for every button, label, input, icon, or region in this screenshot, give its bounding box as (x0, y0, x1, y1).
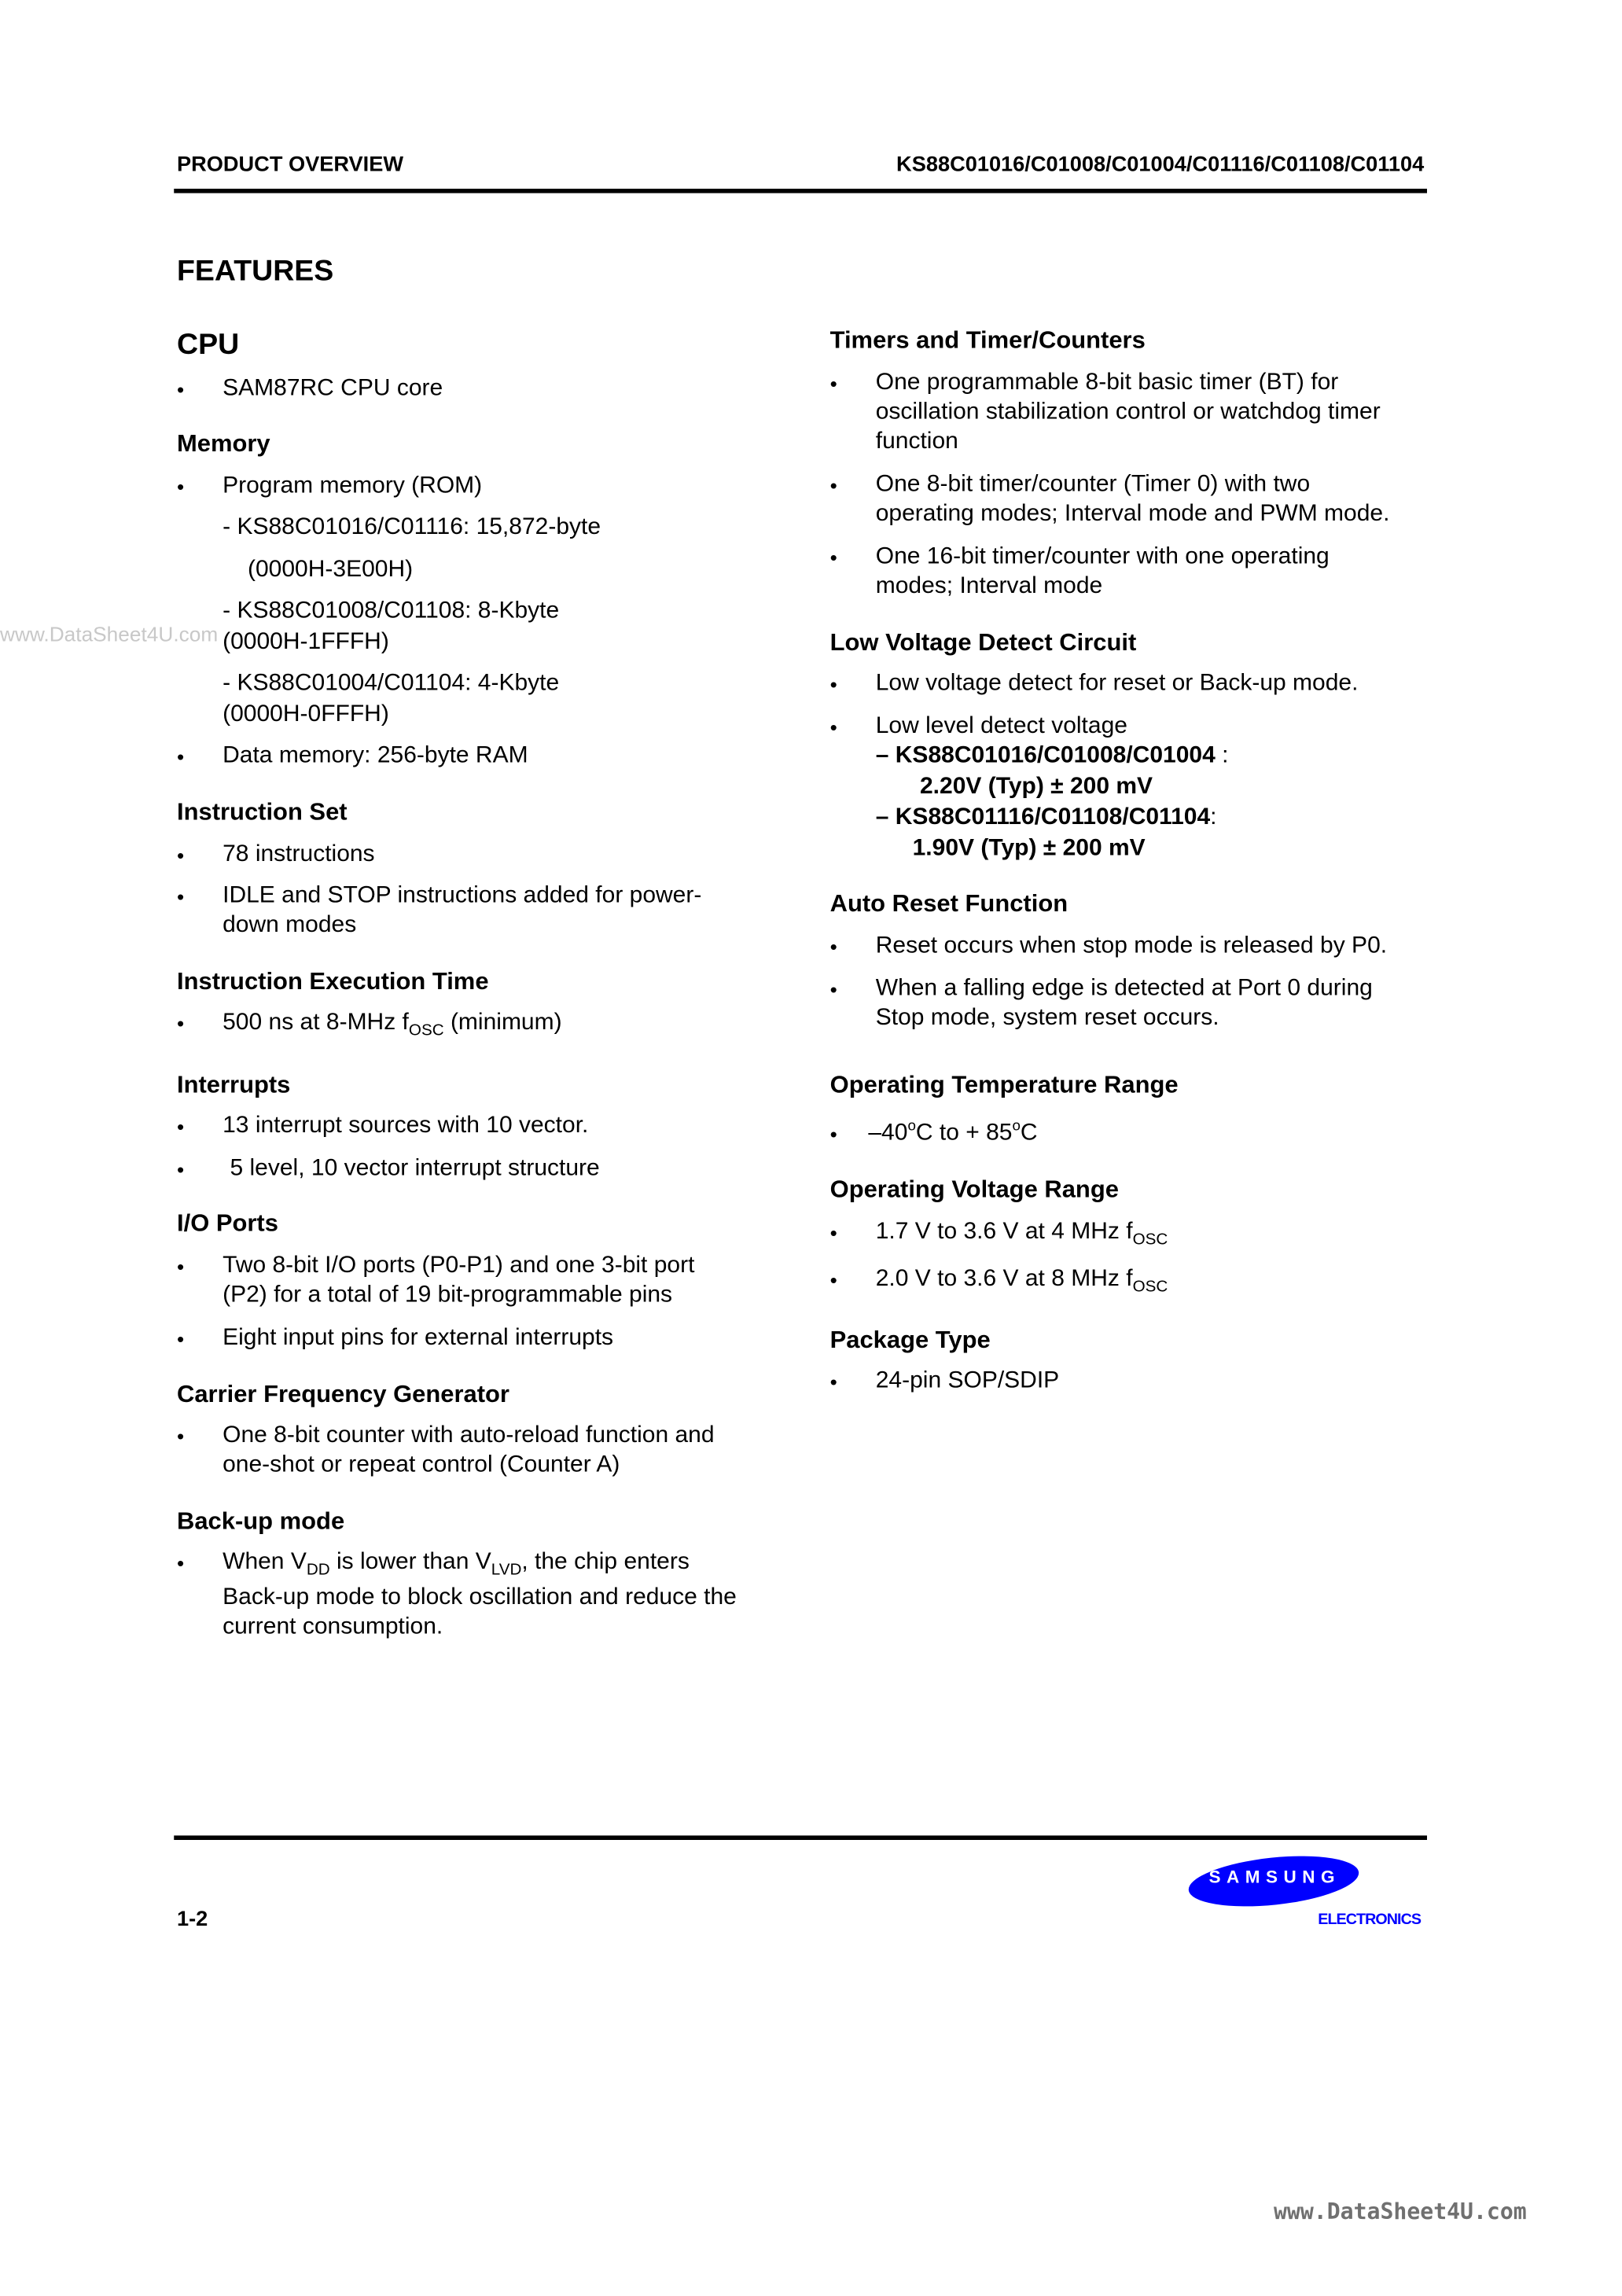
samsung-logo (1188, 1855, 1359, 1908)
bullet: • (829, 1268, 837, 1292)
footer-rule (174, 1835, 1427, 1840)
heading-timers: Timers and Timer/Counters (829, 327, 1146, 354)
text: 1.7 V to 3.6 V at 4 MHz f (875, 1219, 1133, 1245)
heading-package: Package Type (829, 1326, 991, 1354)
header-section: PRODUCT OVERVIEW (177, 153, 404, 177)
page-number: 1-2 (177, 1908, 208, 1932)
bullet: • (177, 1551, 185, 1575)
list-item: 5 level, 10 vector interrupt structure (230, 1156, 600, 1181)
bullet: • (177, 1254, 185, 1279)
bullet: • (829, 545, 837, 569)
degree: o (1012, 1118, 1021, 1135)
bullet: • (829, 1369, 837, 1393)
bullet: • (177, 1114, 185, 1139)
heading-carrier: Carrier Frequency Generator (177, 1381, 509, 1408)
text: 500 ns at 8-MHz f (223, 1010, 409, 1036)
list-item: Reset occurs when stop mode is released by P0. (875, 933, 1388, 959)
heading-temperature: Operating Temperature Range (829, 1072, 1179, 1098)
list-item: 78 instructions (223, 841, 375, 867)
header-rule (174, 189, 1427, 193)
text: C (1020, 1120, 1038, 1146)
list-item: Low voltage detect for reset or Back-up mode. (875, 671, 1359, 696)
subscript: OSC (1132, 1278, 1168, 1297)
bullet: • (177, 843, 185, 867)
list-item: Back-up mode to block oscillation and reduce the (223, 1584, 737, 1610)
list-item: One programmable 8-bit basic timer (BT) for (875, 370, 1339, 396)
list-item: One 8-bit counter with auto-reload function and (223, 1422, 715, 1448)
list-subitem: - KS88C01004/C01104: 4-Kbyte (223, 671, 560, 696)
degree: o (907, 1118, 916, 1135)
bullet: • (829, 672, 837, 696)
subscript: OSC (408, 1021, 444, 1039)
list-item (223, 1009, 561, 1039)
list-item: Two 8-bit I/O ports (P0-P1) and one 3-bit port (223, 1253, 695, 1279)
bullet: • (177, 744, 185, 768)
text: C to + 85 (915, 1120, 1013, 1146)
bullet: • (829, 1220, 837, 1245)
list-item: modes; Interval mode (875, 573, 1103, 599)
list-item: Stop mode, system reset occurs. (875, 1005, 1219, 1031)
text: : (1210, 804, 1217, 830)
list-subitem: (0000H-1FFFH) (223, 629, 389, 655)
text: (minimum) (443, 1010, 562, 1036)
bullet: • (829, 715, 837, 739)
bullet: • (177, 885, 185, 908)
logo-text: SAMSUNG (1208, 1866, 1341, 1887)
text: 2.0 V to 3.6 V at 8 MHz f (875, 1266, 1133, 1292)
text: –40 (868, 1120, 908, 1146)
bullet: • (177, 1157, 185, 1181)
list-item: 13 interrupt sources with 10 vector. (223, 1113, 589, 1139)
text: is lower than V (329, 1549, 491, 1575)
bullet: • (177, 377, 185, 401)
bullet: • (829, 1121, 837, 1146)
watermark-bottom: www.DataSheet4U.com (1274, 2198, 1527, 2225)
list-subitem: 2.20V (Typ) ± 200 mV (920, 774, 1153, 800)
logo-subtext: ELECTRONICS (1318, 1911, 1422, 1929)
list-item: 24-pin SOP/SDIP (875, 1368, 1060, 1393)
watermark-left: www.DataSheet4U.com (0, 622, 219, 646)
list-item: (P2) for a total of 19 bit-programmable pins (223, 1282, 673, 1308)
list-subitem (876, 741, 1229, 771)
bullet: • (177, 1326, 185, 1351)
list-item: down modes (223, 912, 357, 938)
list-subitem: (0000H-3E00H) (248, 557, 414, 583)
list-item (223, 1548, 690, 1578)
heading-voltage: Operating Voltage Range (829, 1176, 1119, 1203)
header-parts: KS88C01016/C01008/C01004/C01116/C01108/C01104 (896, 153, 1425, 177)
list-item: One 8-bit timer/counter (Timer 0) with two (875, 472, 1311, 497)
list-item: SAM87RC CPU core (223, 376, 443, 401)
list-item (868, 1119, 1037, 1149)
bullet: • (177, 1424, 185, 1448)
text: – KS88C01116/C01108/C01104 (875, 804, 1211, 830)
list-item: Data memory: 256-byte RAM (223, 743, 528, 768)
list-subitem: (0000H-0FFFH) (223, 701, 389, 727)
list-item: one-shot or repeat control (Counter A) (223, 1452, 620, 1477)
list-item (876, 1218, 1168, 1248)
bullet: • (829, 977, 837, 1002)
heading-memory: Memory (177, 430, 270, 458)
bullet: • (177, 1011, 185, 1036)
heading-cpu: CPU (177, 329, 240, 362)
subscript: DD (306, 1561, 330, 1580)
heading-backup: Back-up mode (177, 1508, 345, 1535)
heading-instruction-set: Instruction Set (177, 799, 348, 826)
list-item: Program memory (ROM) (223, 473, 483, 499)
heading-io-ports: I/O Ports (177, 1210, 278, 1238)
list-subitem (876, 804, 1217, 833)
text: – KS88C01016/C01008/C01004 (875, 743, 1216, 768)
list-subitem: 1.90V (Typ) ± 200 mV (912, 836, 1146, 861)
list-subitem: - KS88C01008/C01108: 8-Kbyte (223, 598, 560, 624)
bullet: • (177, 474, 185, 499)
list-item: One 16-bit timer/counter with one operating (875, 543, 1330, 569)
subscript: OSC (1132, 1231, 1168, 1249)
list-item: Eight input pins for external interrupts (223, 1325, 614, 1351)
text: : (1215, 743, 1229, 768)
list-item: function (875, 429, 958, 454)
heading-lvd: Low Voltage Detect Circuit (829, 629, 1137, 657)
list-item (876, 1265, 1168, 1295)
bullet: • (829, 473, 837, 497)
list-subitem: - KS88C01016/C01116: 15,872-byte (223, 514, 601, 540)
list-item: IDLE and STOP instructions added for power- (223, 883, 702, 908)
page-title: FEATURES (177, 255, 334, 288)
list-item: When a falling edge is detected at Port 0 during (875, 976, 1373, 1002)
bullet: • (829, 934, 837, 959)
heading-interrupts: Interrupts (177, 1072, 291, 1098)
list-item: Low level detect voltage (875, 713, 1127, 739)
text: When V (223, 1549, 307, 1575)
heading-exec-time: Instruction Execution Time (177, 968, 489, 995)
subscript: LVD (491, 1561, 522, 1580)
text: , the chip enters (521, 1549, 690, 1575)
list-item: operating modes; Interval mode and PWM mode. (875, 501, 1390, 527)
list-item: oscillation stabilization control or watchdog timer (875, 399, 1381, 425)
list-item: current consumption. (223, 1614, 443, 1639)
bullet: • (829, 371, 837, 396)
heading-auto-reset: Auto Reset Function (829, 890, 1068, 918)
